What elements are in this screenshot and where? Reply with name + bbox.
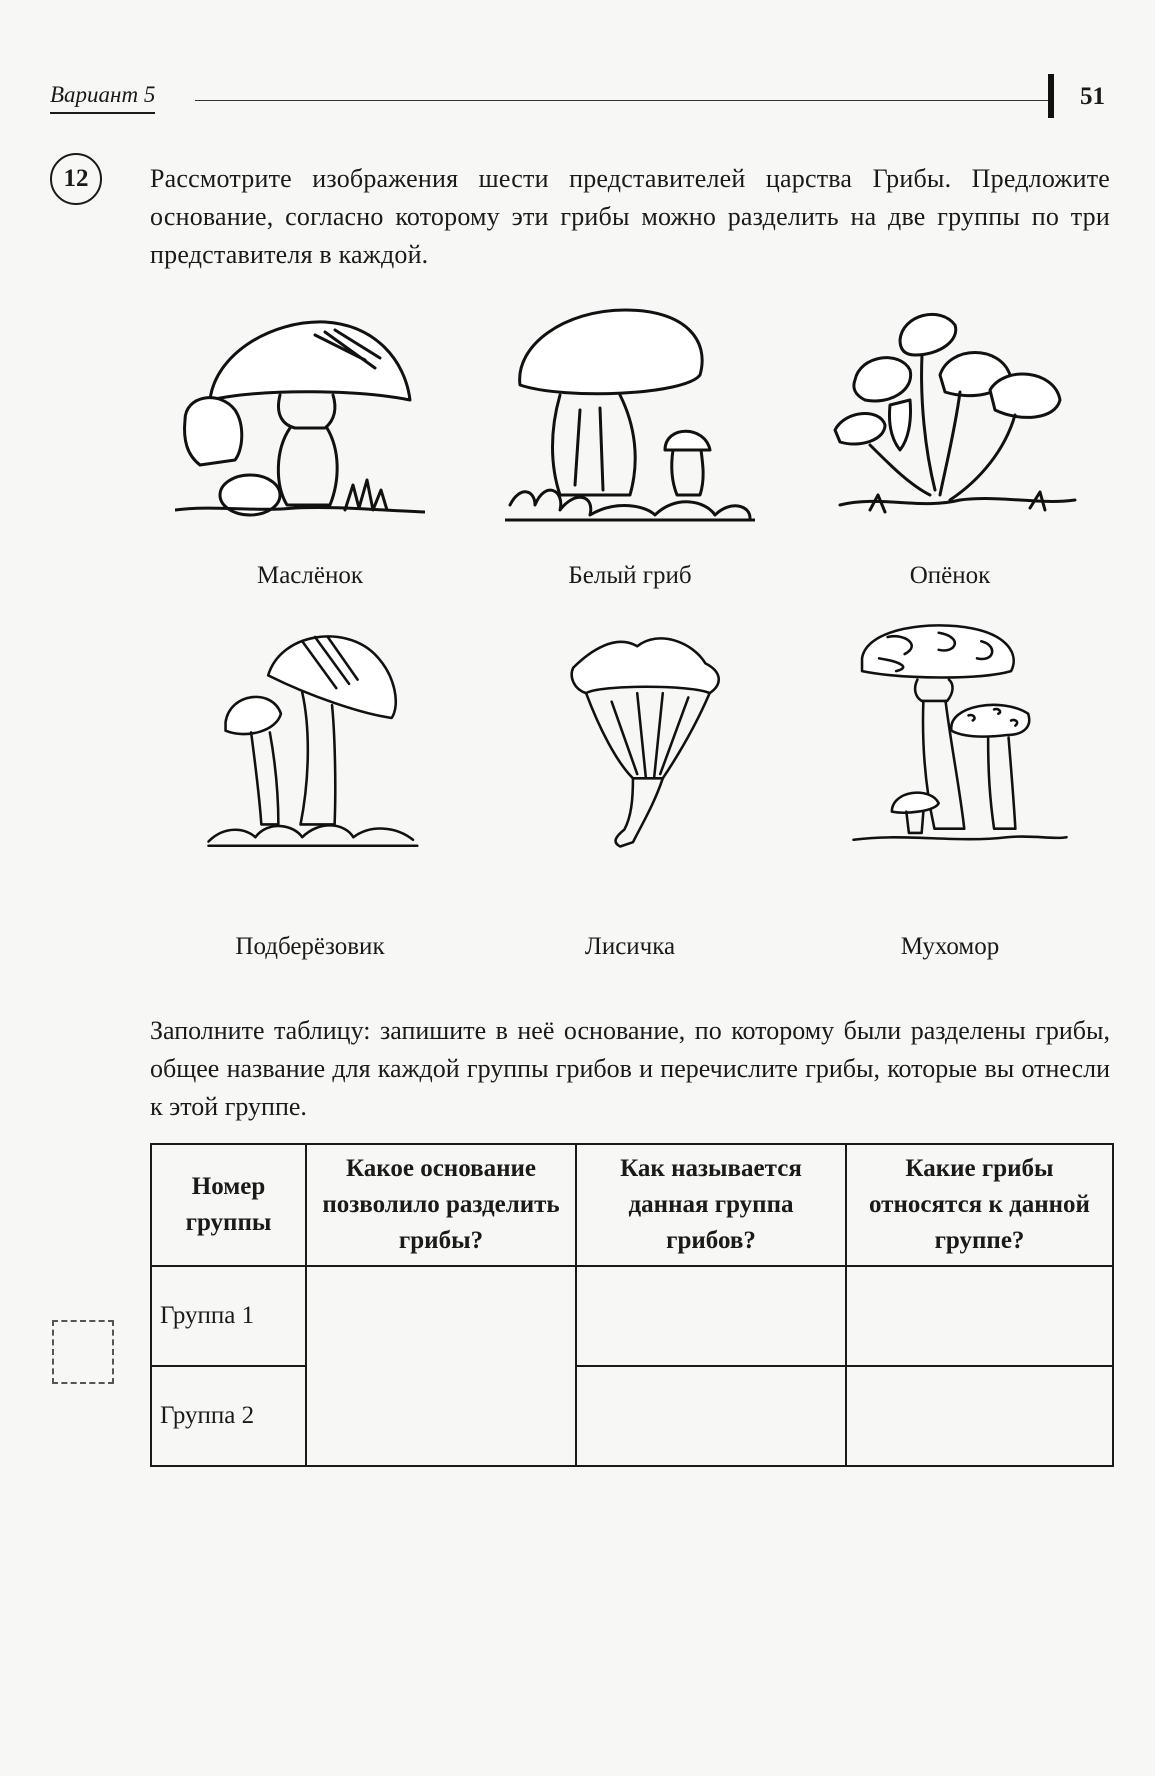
basis-answer-cell[interactable] [306, 1266, 576, 1466]
group-1-mushrooms-cell[interactable] [846, 1266, 1113, 1366]
maslenok-illustration [175, 300, 425, 530]
table-row [151, 1266, 1113, 1366]
openok-illustration [830, 300, 1080, 530]
mushroom-label-muhomor: Мухомор [900, 933, 1000, 960]
answer-checkbox[interactable] [52, 1320, 114, 1384]
mushroom-label-lisichka: Лисичка [584, 933, 676, 960]
mushroom-label-openok: Опёнок [909, 562, 991, 589]
mushroom-label-maslenok: Маслёнок [256, 562, 364, 589]
question-number-badge: 12 [50, 153, 102, 205]
muhomor-illustration [835, 620, 1085, 850]
page-marker-bar [1048, 74, 1054, 118]
row-label-group-1: Группа 1 [151, 1266, 306, 1366]
mushroom-label-podberezovik: Подберёзовик [235, 933, 385, 960]
row-label-group-2: Группа 2 [151, 1366, 306, 1466]
page-header [50, 80, 1110, 130]
group-2-mushrooms-cell[interactable] [846, 1366, 1113, 1466]
question-text: Рассмотрите изображения шести представителей царства Грибы. Предложите основание, согласно которому эти грибы можно разделить на две группы по три представителя в каждой. [150, 164, 1110, 269]
podberezovik-illustration [190, 620, 440, 850]
page-number: 51 [1080, 83, 1105, 110]
group-2-name-cell[interactable] [576, 1366, 846, 1466]
lisichka-illustration [525, 625, 775, 855]
variant-label: Вариант 5 [50, 82, 155, 114]
header-mushroom-list: Какие грибы относятся к данной группе? [846, 1144, 1113, 1266]
header-group-name: Как называется данная группа грибов? [576, 1144, 846, 1266]
mushroom-label-beliy-grib: Белый гриб [568, 562, 692, 589]
answer-table [150, 1143, 1114, 1467]
table-header-row [151, 1144, 1113, 1266]
header-basis: Какое основание позволило разделить грибы? [306, 1144, 576, 1266]
beliy-grib-illustration [505, 300, 755, 530]
table-instruction: Заполните таблицу: запишите в неё основание, по которому были разделены грибы, общее название для каждой группы грибов и перечислите грибы, которые вы отнесли к этой группе. [150, 1016, 1110, 1121]
header-rule [195, 100, 1050, 101]
table-row [151, 1366, 1113, 1466]
group-1-name-cell[interactable] [576, 1266, 846, 1366]
header-group-number: Номер группы [151, 1144, 306, 1266]
